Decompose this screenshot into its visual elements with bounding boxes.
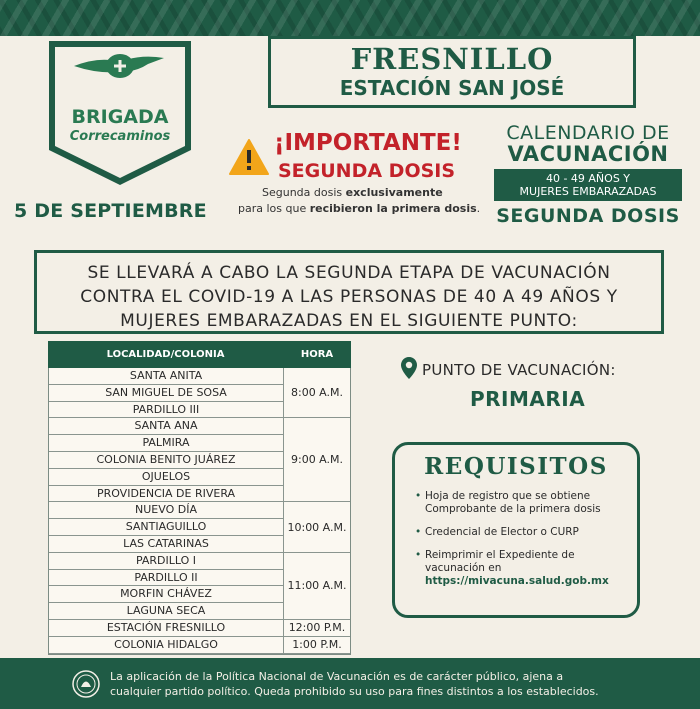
table-row: MORFIN CHÁVEZ <box>49 586 284 603</box>
column-header-hour: HORA <box>300 349 334 360</box>
table-row: SAN MIGUEL DE SOSA <box>49 385 284 402</box>
top-pattern-band <box>0 0 700 36</box>
table-header <box>48 341 351 368</box>
hour-cell: 8:00 A.M. <box>284 368 350 418</box>
table-row: PARDILLO II <box>49 570 284 587</box>
vaccine-url-link[interactable]: https://mivacuna.salud.gob.mx <box>425 575 609 587</box>
table-body <box>48 368 351 655</box>
warning-icon <box>228 138 270 176</box>
hour-cell: 1:00 P.M. <box>284 637 350 654</box>
station-title: ESTACIÓN SAN JOSÉ <box>339 76 565 100</box>
calendar-line2: VACUNACIÓN <box>507 142 669 166</box>
list-item: • Reimprimir el Expediente de vacunación en https://mivacuna.salud.gob.mx <box>415 549 609 587</box>
calendar-line3: SEGUNDA DOSIS <box>496 205 680 227</box>
schedule-table <box>48 341 351 655</box>
table-row: PALMIRA <box>49 435 284 452</box>
table-row: LAGUNA SECA <box>49 603 284 620</box>
important-subtitle: SEGUNDA DOSIS <box>278 160 456 182</box>
important-line2: para los que recibieron la primera dosis. <box>238 202 481 215</box>
requirements-list <box>415 490 637 588</box>
table-row: SANTA ANITA <box>49 368 284 385</box>
table-row: COLONIA HIDALGO <box>49 637 284 654</box>
hour-cell: 10:00 A.M. <box>284 502 350 552</box>
table-row: PROVIDENCIA DE RIVERA <box>49 486 284 503</box>
important-line1: Segunda dosis exclusivamente <box>262 186 443 199</box>
government-seal-icon <box>72 670 100 698</box>
important-title: ¡IMPORTANTE! <box>274 130 462 156</box>
table-row: LAS CATARINAS <box>49 536 284 553</box>
brigade-subname: Correcaminos <box>69 129 171 144</box>
stage-notice: SE LLEVARÁ A CABO LA SEGUNDA ETAPA DE VACUNACIÓN CONTRA EL COVID-19 A LAS PERSONAS DE 40 A 49 AÑOS Y MUJERES EMBARAZADAS EN EL SIGUIENTE PUNTO: <box>34 250 664 334</box>
title-box <box>268 36 636 108</box>
calendar-heading <box>488 122 688 227</box>
vaccination-point-place: PRIMARIA <box>470 387 586 411</box>
city-title: FRESNILLO <box>350 42 554 76</box>
hour-cell: 11:00 A.M. <box>284 553 350 620</box>
brigade-badge <box>46 38 194 188</box>
vaccination-point-label: PUNTO DE VACUNACIÓN: <box>422 361 616 379</box>
table-row: COLONIA BENITO JUÁREZ <box>49 452 284 469</box>
table-row: PARDILLO III <box>49 402 284 419</box>
list-item: • Credencial de Elector o CURP <box>415 526 579 538</box>
table-row: OJUELOS <box>49 469 284 486</box>
footer-text: La aplicación de la Política Nacional de Vacunación es de carácter público, ajena a cualquier partido político. Queda prohibido su uso para fines distintos a los establecidos. <box>110 670 599 698</box>
calendar-group-badge: 40 - 49 AÑOS Y MUJERES EMBARAZADAS <box>494 169 682 201</box>
requirements-box <box>392 442 640 618</box>
calendar-line1: CALENDARIO DE <box>506 122 670 144</box>
table-row: NUEVO DÍA <box>49 502 284 519</box>
table-row: ESTACIÓN FRESNILLO <box>49 620 284 637</box>
hour-cell: 9:00 A.M. <box>284 418 350 502</box>
column-header-location: LOCALIDAD/COLONIA <box>106 349 225 360</box>
table-row: SANTIAGUILLO <box>49 519 284 536</box>
event-date: 5 DE SEPTIEMBRE <box>14 200 207 222</box>
map-pin-icon <box>400 356 418 380</box>
table-row: SANTA ANA <box>49 418 284 435</box>
brigade-name: BRIGADA <box>71 106 169 128</box>
table-row: PARDILLO I <box>49 553 284 570</box>
requirements-title: REQUISITOS <box>424 453 608 480</box>
hour-cell: 12:00 P.M. <box>284 620 350 637</box>
footer <box>0 658 700 709</box>
list-item: • Hoja de registro que se obtiene Comprobante de la primera dosis <box>415 490 601 515</box>
